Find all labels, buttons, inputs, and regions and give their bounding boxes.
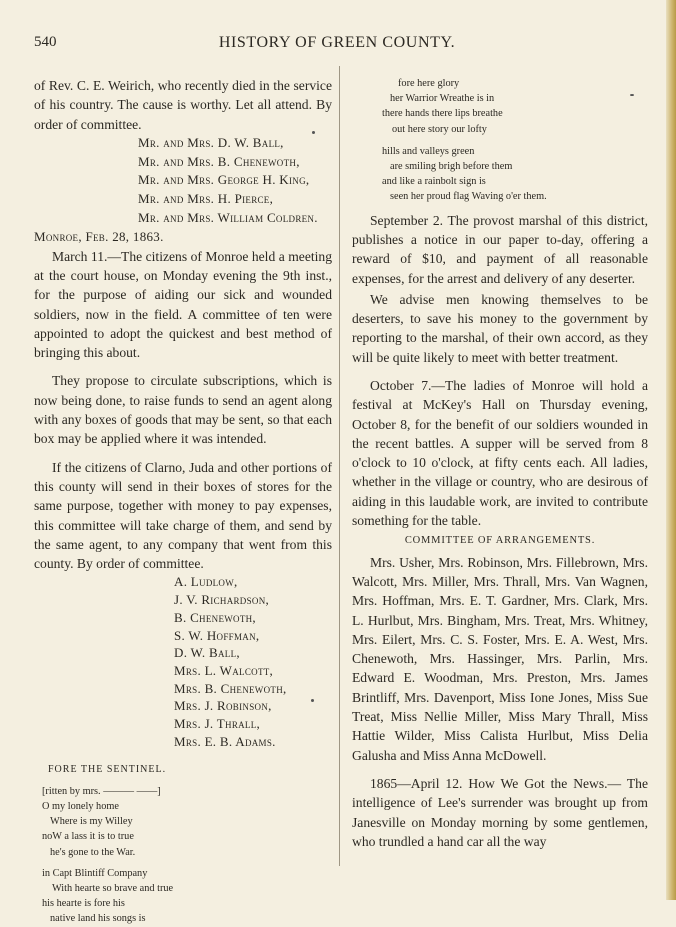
poem-line: out here story our lofty [392,123,487,135]
column-divider [339,66,340,866]
committee-member: A. Ludlow, [174,574,238,590]
poem-line: there hands there lips breathe [382,108,503,120]
poem-line: and like a rainbolt sign is [382,176,486,188]
poem-line: [ritten by mrs. ——— ——] [42,785,161,797]
poem-line: Where is my Willey [50,816,133,828]
poem-line: his hearte is fore his [42,898,125,910]
page-number: 540 [34,34,57,50]
poem-line [352,137,648,144]
section-heading: COMMITTEE OF ARRANGEMENTS. [404,535,596,547]
ink-speck [311,699,314,702]
right-column [352,76,648,851]
right-paragraph-2: We advise men knowing themselves to be deserters, to save his money to the government by reporting to the marshal, of their own accord, as they will be quite likely to meet with better treatment. [352,291,648,365]
committee-member: Mrs. E. B. Adams. [174,733,276,749]
committee-list-1 [34,134,332,247]
place-date: Monroe, Feb. 28, 1863. [34,228,164,244]
right-paragraph-5: 1865—April 12. How We Got the News.— The intelligence of Lee's surrender was brought up from Janesville on Monday morning by some gentlemen, who trundled a hand car all the way [352,775,648,849]
poem-line: hills and valleys green [382,145,475,157]
poem-right [352,76,648,205]
poem-line: seen her proud flag Waving o'er them. [390,191,547,203]
poem-line: O my lonely home [42,800,119,812]
left-paragraph-1: of Rev. C. E. Weirich, who recently died in the service of his country. The cause is worthy. Let all attend. By order of committee. [34,78,332,132]
poem-line: are smiling brigh before them [390,161,513,173]
left-paragraph-2: March 11.—The citizens of Monroe held a meeting at the court house, on Monday evening the 9th inst., for the purpose of aiding our sick and wounded soldiers, now in the field. A committee of ten were appointed to adopt the quickest and best method of bringing this about. [34,248,332,361]
poem-line: he's gone to the War. [50,846,136,858]
committee-member: S. W. Hoffman, [174,627,260,643]
committee-member: D. W. Ball, [174,645,240,661]
committee-member: Mrs. J. Thrall, [174,716,261,732]
left-paragraph-4: If the citizens of Clarno, Juda and other portions of this county will send in their boxes of stores for the same purpose, together with money to pay expenses, this committee will take charge of them, and send by the same agent, to any company that went from this county. By order of committee. [34,459,332,572]
right-paragraph-4: Mrs. Usher, Mrs. Robinson, Mrs. Fillebrown, Mrs. Walcott, Mrs. Miller, Mrs. Thrall, Mrs. Van Wagnen, Mrs. Hoffman, Mrs. E. T. Gardner, Mrs. Clark, Mrs. L. Hurlbut, Mrs. Bingham, Mrs. Treat, Mrs. Whitney, Mrs. Eilert, Mrs. C. S. Foster, Mrs. E. A. West, Mrs. Chenewoth, Mrs. Hassinger, Mrs. Parlin, Mrs. Edward E. Woodman, Mrs. Preston, Mrs. James Brintliff, Mrs. Davenport, Miss Ione Jones, Miss Sue Treat, Miss Nellie Miller, Miss Mary Thrall, Miss Hattie Wilder, Miss Calista Hurlbut, Miss Delia Galusha and Miss Anna McDowell. [352,554,648,763]
poem-line: native land his songs is [50,913,146,925]
committee-member: Mrs. L. Walcott, [174,662,274,678]
page-edge [666,0,676,900]
page-header [34,34,640,56]
right-paragraph-1: September 2. The provost marshal of this district, publishes a notice in our paper to-day, offering a reward of $10, and payment of all reasonable expenses, for the arrest and delivery of any deserter. [352,212,648,286]
poem-left [34,784,332,927]
committee-member: Mrs. J. Robinson, [174,698,272,714]
poem-line: fore here glory [398,78,460,89]
left-paragraph-3: They propose to circulate subscriptions, which is now being done, to raise funds to send an agent along with any boxes of goods that may be sent, so that each box may be applied where it was intended. [34,373,332,447]
committee-member: Mr. and Mrs. D. W. Ball, [138,134,284,150]
poem-line: With hearte so brave and true [52,882,174,894]
committee-member: J. V. Richardson, [174,592,270,608]
poem-title: FORE THE SENTINEL. [48,764,167,776]
ink-speck [312,131,315,134]
committee-member: Mr. and Mrs. H. Pierce, [138,191,274,207]
committee-member: Mr. and Mrs. George H. King, [138,172,310,188]
committee-member: B. Chenewoth, [174,609,256,625]
committee-member: Mrs. B. Chenewoth, [174,680,287,696]
poem-line: in Capt Blintiff Company [42,867,148,879]
ink-speck [630,94,634,96]
committee-member: Mr. and Mrs. William Coldren. [138,210,318,226]
poem-line: her Warrior Wreathe is in [390,93,495,105]
running-title: HISTORY OF GREEN COUNTY. [218,34,456,51]
left-column [34,76,332,927]
poem-line: noW a lass it is to true [42,831,134,843]
right-paragraph-3: October 7.—The ladies of Monroe will hold a festival at McKey's Hall on Thursday evening, October 8, for the benefit of our soldiers wounded in the recent battles. A supper will be served from 8 o'clock to 10 o'clock, at fifty cents each. All ladies, whether in the village or country, who are desirous of aiding in this laudable work, are invited to contribute something for the table. [352,378,648,529]
committee-member: Mr. and Mrs. B. Chenewoth, [138,153,300,169]
committee-list-2 [34,573,332,750]
